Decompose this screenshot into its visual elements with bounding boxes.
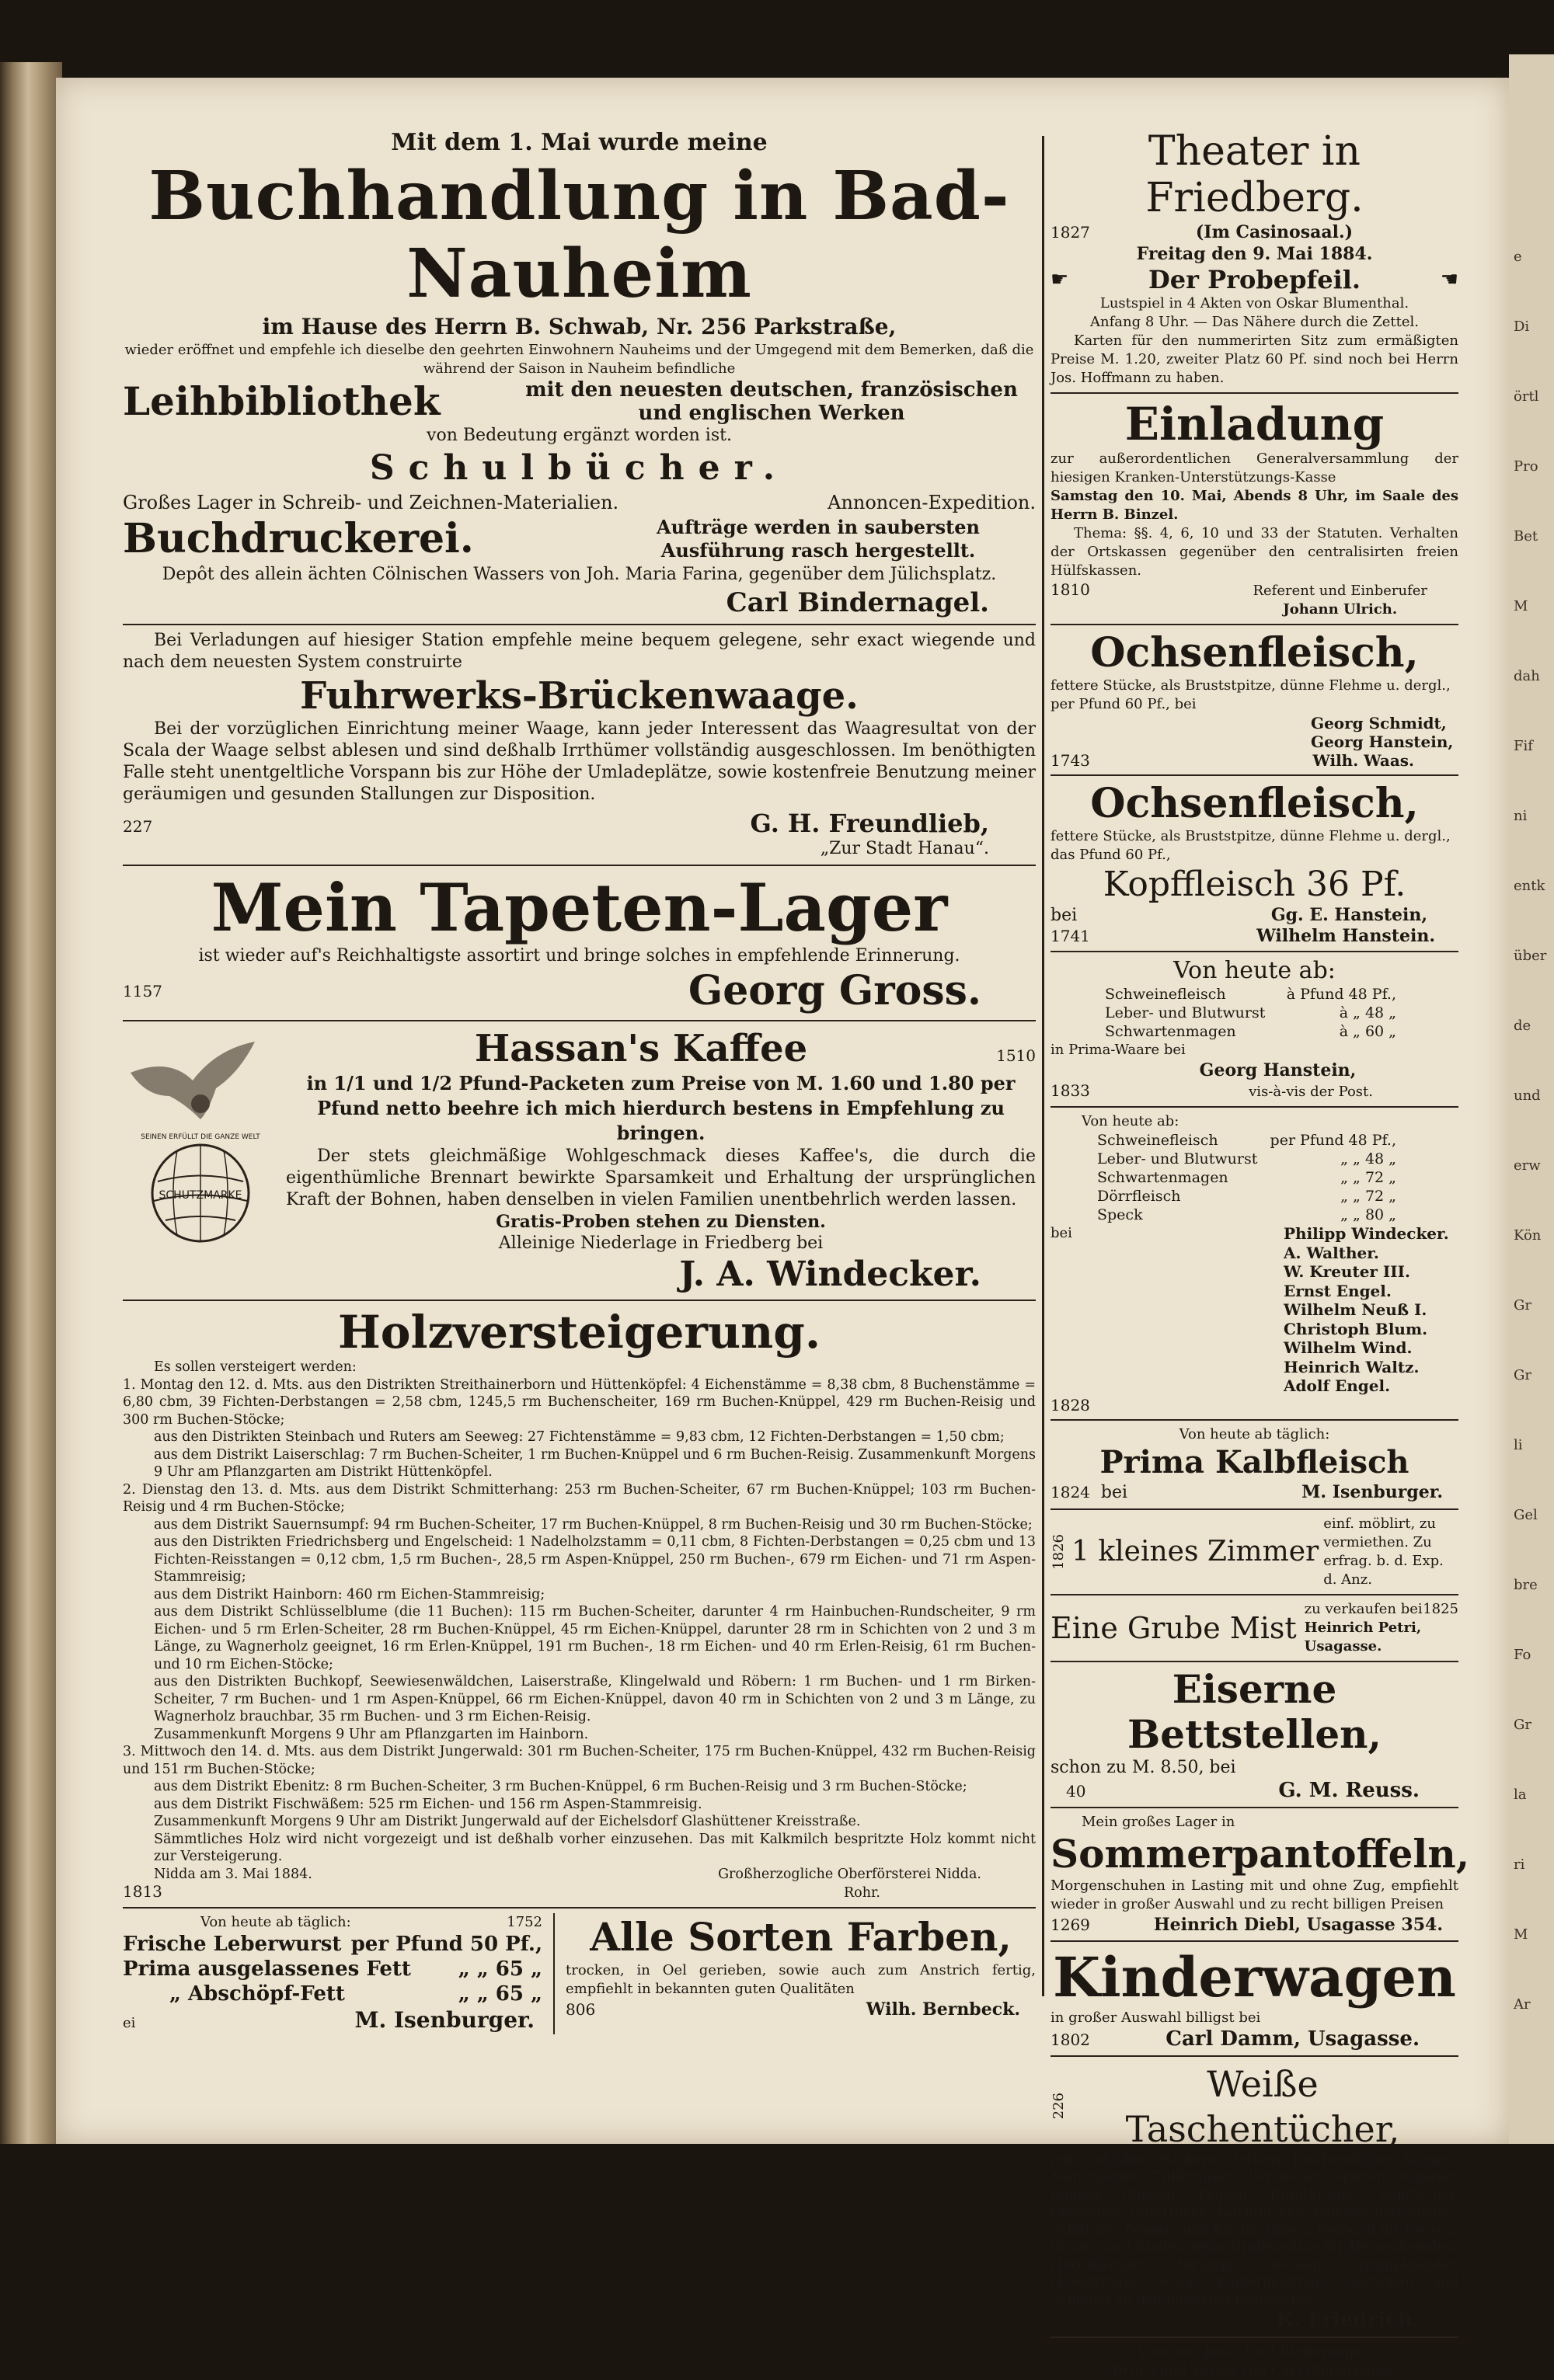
item-price: „ „ 72 „: [1340, 1169, 1396, 1186]
ad-sommerpantoffeln: [1051, 1813, 1470, 1936]
butcher-name: Wilhelm Wind.: [1284, 1338, 1413, 1357]
rule: [123, 1907, 1036, 1909]
butcher-name: Gg. E. Hanstein,: [1270, 905, 1427, 925]
ad-text: in 1/1 und 1/2 Pfund-Packeten zum Preise von M. 1.60 und 1.80 per Pfund netto beehre ich mich hierdurch bestens in Empfehlung zu bringen.: [306, 1072, 1016, 1144]
ad-date: Nidda am 3. Mai 1884.: [154, 1866, 312, 1882]
butcher-name: Christoph Blum.: [1284, 1319, 1428, 1338]
price-row: [1105, 985, 1458, 1004]
butcher-name: Georg Schmidt,: [1311, 714, 1447, 732]
ad-signature: Wilh. Bernbeck.: [866, 1999, 1020, 2020]
ad-text: fettere Stücke, als Bruststpitze, dünne Flehme u. dergl., per Pfund 60 Pf., bei: [1051, 677, 1451, 712]
ad-signature: Carl Damm, Usagasse.: [1166, 2027, 1420, 2051]
ad-holzversteigerung: [123, 1306, 1036, 1902]
ad-number: 1824: [1051, 1482, 1090, 1501]
ad-number: 1826: [1051, 1533, 1067, 1570]
rule: [123, 865, 1036, 866]
ad-text: Samstag den 10. Mai, Abends 8 Uhr, im Saale des Herrn B. Binzel.: [1051, 488, 1458, 523]
ad-text: 2. Dienstag den 13. d. Mts. aus dem Distrikt Schmitterhang: 253 rm Buchen-Scheiter, 67 rm Buchen-Knüppel; 103 rm Buchen-Reisig und 4 rm Buchen-Stöcke;: [123, 1481, 1036, 1515]
ad-text: Alleinige Niederlage in Friedberg bei: [498, 1233, 824, 1253]
ad-signature: K. Friedrich.: [1276, 2309, 1420, 2332]
ad-text: Annoncen-Expedition.: [828, 492, 1036, 513]
ad-signature: Heinrich Petri, Usagasse.: [1304, 1619, 1422, 1655]
next-page-fragment: Pro: [1514, 458, 1538, 475]
ad-number: 1269: [1051, 1915, 1090, 1934]
butcher-name: Philipp Windecker.: [1284, 1224, 1449, 1243]
ad-text: Thema: §§. 4, 6, 10 und 33 der Statuten. Verhalten der Ortskassen gegenüber den centralisirten freien Hülfskassen.: [1051, 525, 1458, 579]
ad-text: aus dem Distrikt Laiserschlag: 7 rm Buchen-Scheiter, 1 rm Buchen-Knüppel und 6 rm Buchen-Reisig. Zusammenkunft Morgens 9 Uhr am Pflanzgarten am Distrikt Hüttenköpfel.: [154, 1446, 1036, 1480]
ad-prefix: ei: [123, 2014, 136, 2031]
bottom-ads-row: [123, 1913, 1036, 2034]
ad-text: aus dem Distrikt Fischwäßem: 525 rm Eichen- und 156 rm Aspen-Stammreisig.: [154, 1796, 702, 1812]
ad-title: Alle Sorten Farben,: [590, 1913, 1012, 1960]
ad-number: 806: [566, 1999, 596, 2019]
ad-signature: M. Isenburger.: [354, 2006, 535, 2033]
next-page-fragment: Di: [1514, 318, 1530, 335]
ad-text: bei: [1051, 906, 1078, 925]
price-row: [1097, 1187, 1458, 1206]
imprint: [1051, 2343, 1458, 2380]
butcher-name: Georg Hanstein,: [1311, 732, 1454, 751]
ad-signature: Georg Hanstein,: [1199, 1060, 1357, 1080]
ad-ochsenfleisch-2: [1051, 781, 1458, 946]
ad-text: mit und ohne Stickerei, farbige Taschentücher, Kragen, Manschetten, Tüllkrausen, Vorstecker, Spitzen, Schleier, Bänder, Blumen, Federn, Brautkränze, Kopftücher, Corsetten, Unterröcke, Nachtjacken, Leinene und Alpaka-Schürzen, Frauen- und Kinder-Hosen, Hemden für Herren, Damen und Kinder, seine Bruteinsätze für Herrenhemden, Herrenkragen, Strümpfe, Socken, Strumpfbänder, Hosenträger, sowie Kinderjäckchen, Röckchen und Schlaber zu den billigsten Preisen bei: [1051, 2152, 1458, 2308]
ad-title: Mein Tapeten-Lager: [211, 869, 948, 946]
next-page-fragment: bre: [1514, 1577, 1538, 1593]
next-page-fragment: Gel: [1514, 1507, 1538, 1523]
item-name: Prima ausgelassenes Fett: [123, 1957, 411, 1981]
ad-number: 1828: [1051, 1395, 1090, 1414]
ad-title-kopffleisch: Kopffleisch 36 Pf.: [1103, 865, 1406, 904]
rule: [1051, 2337, 1458, 2338]
item-name: Schwartenmagen: [1105, 1023, 1236, 1040]
ad-number: 1810: [1051, 580, 1090, 599]
item-name: Leber- und Blutwurst: [1105, 1004, 1266, 1021]
ad-head: Mein großes Lager in: [1082, 1813, 1235, 1830]
ad-text: von Bedeutung ergänzt worden ist.: [427, 426, 732, 445]
item-price: per Pfund 48 Pf.,: [1270, 1132, 1396, 1149]
ad-text: Lustspiel in 4 Akten von Oskar Blumenthal.: [1099, 295, 1409, 311]
next-page-fragment: und: [1514, 1087, 1541, 1104]
ad-number: 1752: [507, 1913, 542, 1930]
next-page-fragment: Gr: [1514, 1717, 1531, 1733]
ad-text: in Prima-Waare bei: [1051, 1042, 1186, 1058]
ad-number: 1743: [1051, 751, 1090, 770]
ad-number: 226: [1051, 2093, 1067, 2120]
butcher-name: Heinrich Waltz.: [1284, 1357, 1420, 1376]
ad-text: Es sollen versteigert werden:: [154, 1359, 357, 1375]
next-page-fragment: entk: [1514, 878, 1545, 894]
ad-text: Gratis-Proben stehen zu Diensten.: [496, 1212, 826, 1232]
rule: [1051, 951, 1458, 952]
logo-text: SCHUTZMARKE: [159, 1189, 242, 1202]
ad-von-heute-2: [1051, 1112, 1458, 1414]
ad-text: aus dem Distrikt Schlüsselblume (die 11 Buchen): 115 rm Buchen-Scheiter, darunter 4 rm Hainbuchen-Rundscheiter, 9 rm Eichen- und 5 rm Erlen-Scheiter, 28 rm Buchen-Knüppel, 45 rm Eichen-Knüppel, darunter 28 rm in Schichten von 2 und 3 m Länge, zu Wagnerholz geeignet, 16 rm Erlen-Knüppel, 191 rm Buchen-, 18 rm Eichen- und 40 rm Erlen-Reisig, 61 rm Buchen- und 10 rm Eichen-Stöcke;: [154, 1604, 1036, 1672]
next-page-fragment: e: [1514, 249, 1522, 265]
next-page-fragment: ni: [1514, 808, 1528, 824]
ad-text: aus dem Distrikt Ebenitz: 8 rm Buchen-Scheiter, 3 rm Buchen-Knüppel, 6 rm Buchen-Reisig und 3 rm Buchen-Stöcke;: [154, 1779, 967, 1794]
ad-title: Ochsenfleisch,: [1090, 780, 1419, 827]
ad-buchhandlung: [123, 128, 1036, 619]
ad-text: fettere Stücke, als Bruststpitze, dünne Flehme u. dergl., das Pfund 60 Pf.,: [1051, 828, 1451, 863]
butcher-list: [1284, 1224, 1449, 1396]
ad-title: Eiserne Bettstellen,: [1127, 1665, 1382, 1757]
ad-text: einf. möblirt, zu vermiethen. Zu erfrag. b. d. Exp. d. Anz.: [1323, 1515, 1444, 1588]
rule: [1051, 1106, 1458, 1108]
ad-signature: M. Isenburger.: [1301, 1481, 1443, 1502]
ad-address: im Hause des Herrn B. Schwab, Nr. 256 Parkstraße,: [262, 314, 897, 339]
butcher-name: Wilh. Waas.: [1312, 751, 1414, 770]
price-row: [1097, 1206, 1458, 1224]
ad-title: Hassan's Kaffee: [474, 1027, 808, 1070]
ad-title: Sommerpantoffeln,: [1051, 1830, 1470, 1877]
logo-text: SEINEN ERFÜLLT DIE GANZE WELT: [141, 1133, 260, 1141]
ad-signature: Heinrich Diebl, Usagasse 354.: [1153, 1914, 1443, 1935]
next-page-fragment: erw: [1514, 1157, 1541, 1174]
rule: [1051, 624, 1458, 625]
ad-title: Fuhrwerks-Brückenwaage.: [300, 674, 859, 718]
ad-text: Zusammenkunft Morgens 9 Uhr am Pflanzgarten im Hainborn.: [154, 1726, 589, 1742]
item-name: „ Abschöpf-Fett: [169, 1982, 345, 2006]
ad-date: Freitag den 9. Mai 1884.: [1136, 244, 1373, 264]
rule: [1051, 1419, 1458, 1421]
price-row: [1105, 1022, 1458, 1041]
ad-farben: [555, 1913, 1036, 2034]
rule: [1051, 1807, 1458, 1808]
ad-text: aus den Distrikten Buchkopf, Seewiesenwäldchen, Laiserstraße, Klingelwald und Röbern: 1 rm Buchen- und 1 rm Birken-Scheiter, 7 rm Buchen- und 1 rm Aspen-Knüppel, 66 rm Eichen-Knüppel, davon 40 rm in Schichten von 2 und 3 m Länge, zu Wagnerholz brauchbar, 35 rm Buchen- und 3 rm Eichen-Reisig.: [154, 1674, 1036, 1724]
ad-title: Prima Kalbfleisch: [1099, 1443, 1409, 1481]
ad-text: bei: [1051, 1225, 1072, 1241]
ad-title: 1 kleines Zimmer: [1071, 1535, 1319, 1568]
ad-text: Karten für den nummerirten Sitz zum ermäßigten Preise M. 1.20, zweiter Platz 60 Pf. sind noch bei Herrn Jos. Hoffmann zu haben.: [1051, 332, 1458, 386]
ad-title: Buchhandlung in Bad-Nauheim: [148, 157, 1010, 313]
item-price: „ „ 65 „: [458, 1957, 542, 1981]
ad-text: bei: [1100, 1482, 1128, 1502]
rule: [123, 624, 1036, 625]
ad-text: Anfang 8 Uhr. — Das Nähere durch die Zettel.: [1090, 314, 1419, 330]
ad-text: Der stets gleichmäßige Wohlgeschmack dieses Kaffee's, die durch die eigenthümliche Brennart bewirkte Sparsamkeit und Erhaltung der ursprünglichen Kraft der Bohnen, haben denselben in vielen Familien unentbehrlich werden lassen.: [286, 1147, 1036, 1209]
next-page-fragment: M: [1514, 1926, 1528, 1943]
ad-zimmer: [1051, 1515, 1458, 1589]
next-page-fragment: örtl: [1514, 388, 1539, 405]
item-name: Schweinefleisch: [1105, 986, 1226, 1003]
ad-title: Kinderwagen: [1053, 1944, 1456, 2009]
next-page-fragment: Ar: [1514, 1996, 1531, 2013]
right-column: [1051, 128, 1470, 2380]
rule: [1051, 774, 1458, 776]
butcher-name: Ernst Engel.: [1284, 1281, 1392, 1300]
next-page-fragment: Kön: [1514, 1227, 1542, 1244]
ad-text: 3. Mittwoch den 14. d. Mts. aus dem Distrikt Jungerwald: 301 rm Buchen-Scheiter, 175 rm Buchen-Knüppel, 432 rm Buchen-Reisig und 151 rm Buchen-Stöcke;: [123, 1744, 1036, 1777]
ad-text: Sämmtliches Holz wird nicht vorgezeigt und ist deßhalb vorher einzusehen. Das mit Kalkmilch bespritzte Holz kommt nicht zur Versteigerung.: [154, 1831, 1036, 1864]
ad-text: Depôt des allein ächten Cölnischen Wassers von Joh. Maria Farina, gegenüber dem Jülichsplatz.: [162, 565, 997, 584]
ad-einladung: [1051, 398, 1458, 619]
ad-number: 1825: [1423, 1600, 1458, 1617]
book-edge: [0, 62, 62, 2144]
next-page-fragment: Fo: [1514, 1647, 1531, 1663]
butcher-name: W. Kreuter III.: [1284, 1262, 1410, 1281]
ad-number: 1510: [996, 1046, 1036, 1065]
ad-tapeten: [123, 871, 1036, 1015]
imprint-line: Druck und Verlag von Carl Bindernagel.: [1112, 2362, 1397, 2378]
ad-title: Von heute ab:: [1173, 957, 1336, 984]
ad-text: aus den Distrikten Steinbach und Ruters am Seeweg: 27 Fichtenstämme = 9,83 cbm, 12 Fichten-Derbstangen = 1,50 cbm;: [154, 1429, 1005, 1445]
ad-text: Zusammenkunft Morgens 9 Uhr am Distrikt Jungerwald auf der Eichelsdorf Glashüttener Kreisstraße.: [154, 1814, 861, 1829]
rule: [1051, 1594, 1458, 1595]
next-page-fragment: li: [1514, 1437, 1523, 1453]
ad-signature: G. H. Freundlieb,: [750, 809, 989, 838]
trademark-logo: [123, 1026, 278, 1244]
rule: [123, 1020, 1036, 1021]
ad-signature: Georg Gross.: [688, 967, 981, 1014]
ad-text: Großes Lager in Schreib- und Zeichnen-Materialien.: [123, 492, 619, 513]
ad-text: schon zu M. 8.50, bei: [1051, 1757, 1236, 1777]
ad-number: 1833: [1051, 1081, 1090, 1100]
price-row: [1097, 1131, 1458, 1150]
ad-title: Eine Grube Mist: [1051, 1610, 1297, 1645]
ad-text: aus dem Distrikt Hainborn: 460 rm Eichen-Stammreisig;: [154, 1586, 545, 1602]
ad-kalbfleisch: [1051, 1425, 1458, 1504]
ad-leihbibliothek: Leihbibliothek: [123, 378, 441, 424]
ad-number: 1813: [123, 1882, 162, 1901]
ad-sub: (Im Casinosaal.): [1195, 222, 1354, 242]
ad-taschentuecher: [1051, 2062, 1458, 2333]
ad-title: Ochsenfleisch,: [1090, 629, 1419, 677]
ad-buchdruckerei: Buchdruckerei.: [123, 515, 474, 562]
column-divider: [1042, 136, 1044, 1996]
next-page-fragment: la: [1514, 1787, 1527, 1803]
item-name: Dörrfleisch: [1097, 1188, 1181, 1205]
ad-text: in großer Auswahl billigst bei: [1051, 2009, 1261, 2026]
ad-number: 227: [123, 817, 153, 836]
ad-number: 1802: [1051, 2030, 1090, 2049]
item-price: „ „ 65 „: [458, 1982, 542, 2006]
butcher-name: Adolf Engel.: [1284, 1376, 1391, 1395]
next-page-fragment: M: [1514, 598, 1528, 614]
ad-leberwurst: [123, 1913, 555, 2034]
rule: [1051, 1940, 1458, 1942]
ad-text: mit den neuesten deutschen, französischen und englischen Werken: [525, 378, 1018, 425]
ad-text: Bei Verladungen auf hiesiger Station empfehle meine bequem gelegene, sehr exact wiegende und nach dem neuesten System construirte: [123, 631, 1036, 672]
price-row: [1097, 1150, 1458, 1168]
ad-signature: Johann Ulrich.: [1283, 601, 1398, 618]
ad-number: 1827: [1051, 223, 1090, 242]
ad-bettstellen: [1051, 1667, 1458, 1802]
ad-kinderwagen: [1051, 1944, 1458, 2051]
ad-text: ist wieder auf's Reichhaltigste assortirt und bringe solches in empfehlende Erinnerung.: [198, 946, 960, 966]
ad-number: 1741: [1051, 927, 1090, 945]
price-row: [1105, 1004, 1458, 1022]
next-page-fragment: Gr: [1514, 1297, 1531, 1314]
ad-signature: Großherzogliche Oberförsterei Nidda.: [718, 1866, 981, 1882]
item-name: Speck: [1097, 1206, 1143, 1223]
item-name: Leber- und Blutwurst: [1097, 1150, 1258, 1167]
price-list: [1051, 1131, 1458, 1224]
next-page-fragment: de: [1514, 1018, 1531, 1034]
ad-text: zur außerordentlichen Generalversammlung der hiesigen Kranken-Unterstützungs-Kasse: [1051, 451, 1458, 485]
next-page-fragment: Gr: [1514, 1367, 1531, 1383]
rule: [1051, 2055, 1458, 2057]
ad-text: Morgenschuhen in Lasting mit und ohne Zug, empfiehlt wieder in großer Auswahl und zu recht billigen Preisen: [1051, 1877, 1458, 1912]
butcher-name: A. Walther.: [1284, 1243, 1379, 1262]
ad-theater: [1051, 128, 1458, 388]
ad-von-heute-1: [1051, 957, 1458, 1101]
item-price: à „ 60 „: [1339, 1023, 1396, 1040]
ad-title: Holzversteigerung.: [337, 1306, 821, 1359]
ad-title: Weiße Taschentücher,: [1125, 2062, 1400, 2150]
ad-head: Von heute ab täglich:: [200, 1913, 351, 1930]
item-name: Schwartenmagen: [1097, 1169, 1228, 1186]
ad-signature-sub: Referent und Einberufer: [1253, 583, 1427, 599]
rule: [123, 1300, 1036, 1301]
rule: [1051, 392, 1458, 394]
ad-play: Der Probepfeil.: [1148, 265, 1361, 294]
pointing-hand-icon: ☛: [1051, 268, 1069, 291]
butcher-name: Wilhelm Hanstein.: [1256, 926, 1435, 946]
rule: [1051, 1508, 1458, 1510]
next-page-fragment: Bet: [1514, 528, 1538, 545]
ad-text: zu verkaufen bei: [1304, 1600, 1423, 1617]
left-column: [123, 128, 1036, 2034]
ad-number: 40: [1066, 1781, 1086, 1801]
next-page-fragment: über: [1514, 948, 1547, 964]
rule: [1051, 1661, 1458, 1662]
ad-title: Einladung: [1124, 398, 1385, 451]
item-price: „ „ 80 „: [1340, 1206, 1396, 1223]
pointing-hand-icon: ☚: [1440, 268, 1458, 291]
ad-ochsenfleisch-1: [1051, 630, 1458, 770]
item-price: „ „ 48 „: [1340, 1150, 1396, 1167]
ad-line: Mit dem 1. Mai wurde meine: [391, 129, 768, 156]
ad-text: Aufträge werden in saubersten Ausführung rasch hergestellt.: [657, 516, 980, 562]
next-page-fragment: dah: [1514, 668, 1540, 684]
ad-grube-mist: [1051, 1600, 1458, 1656]
ad-text: 1. Montag den 12. d. Mts. aus den Distrikten Streithainerborn und Hüttenköpfel: 4 Eichenstämme = 8,38 cbm, 8 Buchenstämme = 6,80 cbm, 39 Fichten-Derbstangen = 2,58 cbm, 1245,5 rm Buchenscheiter, 169 rm Buchen-Knüppel, 429 rm Buchen-Reisig und 300 rm Buchen-Stöcke;: [123, 1376, 1036, 1428]
item-price: à „ 48 „: [1339, 1004, 1396, 1021]
next-page-edge: [1509, 54, 1554, 2144]
next-page-fragment: Fif: [1514, 738, 1533, 754]
price-row: [1097, 1168, 1458, 1187]
ad-signature: G. M. Reuss.: [1278, 1778, 1420, 1802]
ad-title: Theater in Friedberg.: [1145, 128, 1364, 221]
item-name: Schweinefleisch: [1097, 1132, 1218, 1149]
ad-schulbuecher: Schulbücher.: [369, 448, 789, 488]
butcher-name: Wilhelm Neuß I.: [1284, 1300, 1427, 1319]
ad-text: wieder eröffnet und empfehle ich dieselbe den geehrten Einwohnern Nauheims und der Umgegend mit dem Bemerken, daß die während der Saison in Nauheim befindliche: [124, 342, 1034, 377]
item-price: à Pfund 48 Pf.,: [1286, 986, 1396, 1003]
item-name: Frische Leberwurst: [123, 1932, 342, 1956]
item-price: „ „ 72 „: [1340, 1188, 1396, 1205]
ad-signature: Carl Bindernagel.: [726, 587, 989, 618]
ad-text: aus dem Distrikt Sauernsumpf: 94 rm Buchen-Scheiter, 17 rm Buchen-Knüppel, 8 rm Buchen-Reisig und 30 rm Buchen-Stöcke;: [154, 1516, 1033, 1533]
ad-brueckenwaage: [123, 630, 1036, 860]
ad-text: Bei der vorzüglichen Einrichtung meiner Waage, kann jeder Interessent das Waagresultat von der Scala der Waage selbst ablesen und sind deßhalb Irrthümer vollständig ausgeschlossen. Im benöthigten Falle steht unentgeltliche Vorspann bis zur Höhe der Umladeplätze, sowie kostenfreie Benutzung meiner geräumigen und gesunden Stallungen zur Disposition.: [123, 719, 1036, 804]
ad-signature-sub: vis-à-vis der Post.: [1249, 1084, 1373, 1100]
ad-hassans-kaffee: [123, 1026, 1036, 1295]
next-page-fragment: ri: [1514, 1856, 1525, 1873]
ad-text: trocken, in Oel gerieben, sowie auch zum Anstrich fertig, empfiehlt in bekannten guten Qualitäten: [566, 1961, 1036, 1997]
item-price: per Pfund 50 Pf.,: [350, 1932, 542, 1956]
ad-signature-sub: Rohr.: [844, 1885, 880, 1901]
ad-signature: J. A. Windecker.: [679, 1254, 981, 1294]
ad-title: Von heute ab:: [1082, 1113, 1179, 1129]
ad-head: Von heute ab täglich:: [1179, 1425, 1330, 1442]
price-list: [1051, 985, 1458, 1041]
ad-text: aus den Distrikten Friedrichsberg und Engelscheid: 1 Nadelholzstamm = 0,11 cbm, 8 Fichten-Derbstangen = 0,25 cbm und 13 Fichten-Reisstangen = 0,12 cbm, 1,5 rm Buchen-, 28,5 rm Aspen-Knüppel, 250 rm Buchen-, 679 rm Eichen- und 71 rm Aspen-Stammreisig;: [154, 1534, 1036, 1585]
imprint-line: Verantw. Red.: Carl Bindernagel.: [1138, 2343, 1371, 2360]
ad-signature-sub: „Zur Stadt Hanau“.: [820, 839, 989, 858]
ad-number: 1157: [123, 982, 162, 1000]
